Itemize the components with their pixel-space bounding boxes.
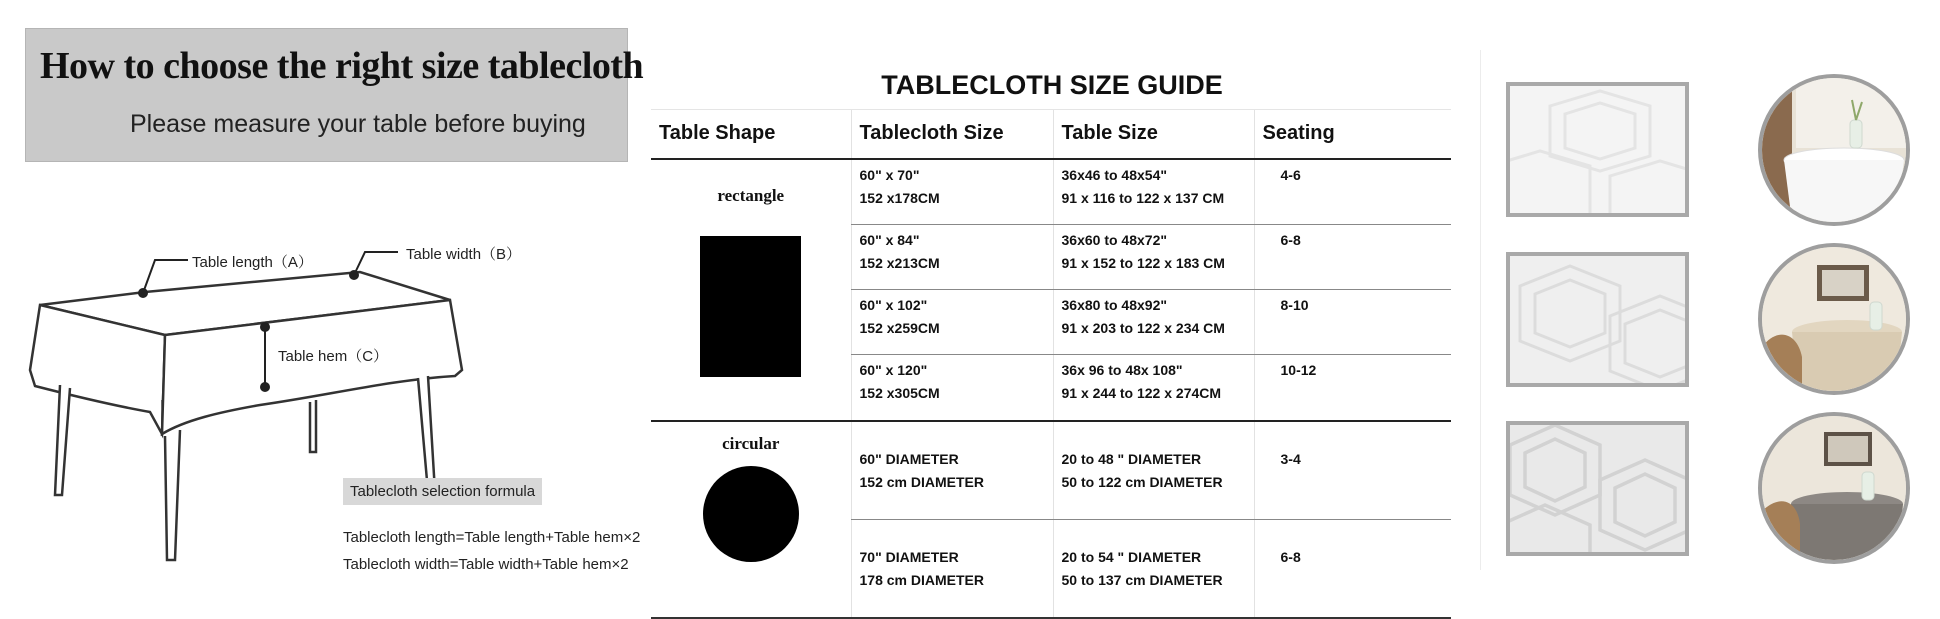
fabric-swatch-image — [1506, 82, 1689, 217]
formula-width: Tablecloth width=Table width+Table hem×2 — [343, 556, 629, 573]
table-header-row — [651, 110, 1451, 159]
tablecloth-size-cell: 60" x 70" 152 x178CM — [851, 159, 1053, 225]
fabric-swatch-image — [1506, 252, 1689, 387]
table-size-cell: 20 to 54 " DIAMETER 50 to 137 cm DIAMETER — [1053, 519, 1254, 618]
table-size-cell: 20 to 48 " DIAMETER 50 to 122 cm DIAMETER — [1053, 421, 1254, 520]
rectangle-label: rectangle — [717, 185, 785, 205]
table-leg — [165, 430, 180, 560]
formula-length: Tablecloth length=Table length+Table hem×2 — [343, 529, 641, 546]
table-row — [651, 421, 1451, 520]
table-width-label: Table width（B） — [406, 246, 522, 263]
circular-shape-cell — [651, 421, 851, 618]
header-tablecloth-size: Tablecloth Size — [851, 110, 1053, 159]
rectangle-shape-icon — [700, 236, 801, 377]
table-length-label: Table length（A） — [192, 254, 313, 271]
table-hem-label: Table hem（C） — [278, 348, 389, 365]
table-measurement-diagram — [10, 230, 480, 570]
seating-cell: 3-4 — [1254, 421, 1451, 520]
tablecloth-size-cell: 70" DIAMETER 178 cm DIAMETER — [851, 519, 1053, 618]
header-table-size: Table Size — [1053, 110, 1254, 159]
header-seating: Seating — [1254, 110, 1451, 159]
page-subtitle: Please measure your table before buying — [130, 110, 586, 138]
table-row — [651, 159, 1451, 225]
section-divider — [1480, 50, 1481, 570]
rectangle-shape-cell — [651, 159, 851, 421]
table-leg — [418, 376, 435, 492]
circular-label: circular — [722, 433, 780, 453]
guide-title: TABLECLOTH SIZE GUIDE — [881, 70, 1223, 100]
table-setting-photo — [1758, 243, 1910, 395]
seating-cell: 6-8 — [1254, 519, 1451, 618]
tablecloth-size-cell: 60" x 102" 152 x259CM — [851, 289, 1053, 354]
size-guide-table — [651, 109, 1451, 619]
table-setting-photo — [1758, 74, 1910, 226]
tablecloth-size-cell: 60" DIAMETER 152 cm DIAMETER — [851, 421, 1053, 520]
seating-cell: 6-8 — [1254, 224, 1451, 289]
table-size-cell: 36x46 to 48x54" 91 x 116 to 122 x 137 CM — [1053, 159, 1254, 225]
tablecloth-size-cell: 60" x 120" 152 x305CM — [851, 354, 1053, 421]
table-setting-photo — [1758, 412, 1910, 564]
header-table-shape: Table Shape — [651, 110, 851, 159]
table-size-cell: 36x 96 to 48x 108" 91 x 244 to 122 x 274CM — [1053, 354, 1254, 421]
seating-cell: 8-10 — [1254, 289, 1451, 354]
circular-shape-icon — [703, 466, 799, 562]
page-title: How to choose the right size tablecloth — [40, 45, 644, 87]
fabric-swatch-image — [1506, 421, 1689, 556]
seating-cell: 10-12 — [1254, 354, 1451, 421]
table-size-cell: 36x80 to 48x92" 91 x 203 to 122 x 234 CM — [1053, 289, 1254, 354]
table-size-cell: 36x60 to 48x72" 91 x 152 to 122 x 183 CM — [1053, 224, 1254, 289]
seating-cell: 4-6 — [1254, 159, 1451, 225]
tablecloth-size-cell: 60" x 84" 152 x213CM — [851, 224, 1053, 289]
table-leg — [310, 400, 316, 452]
table-leg — [55, 385, 70, 495]
formula-title: Tablecloth selection formula — [343, 478, 542, 505]
